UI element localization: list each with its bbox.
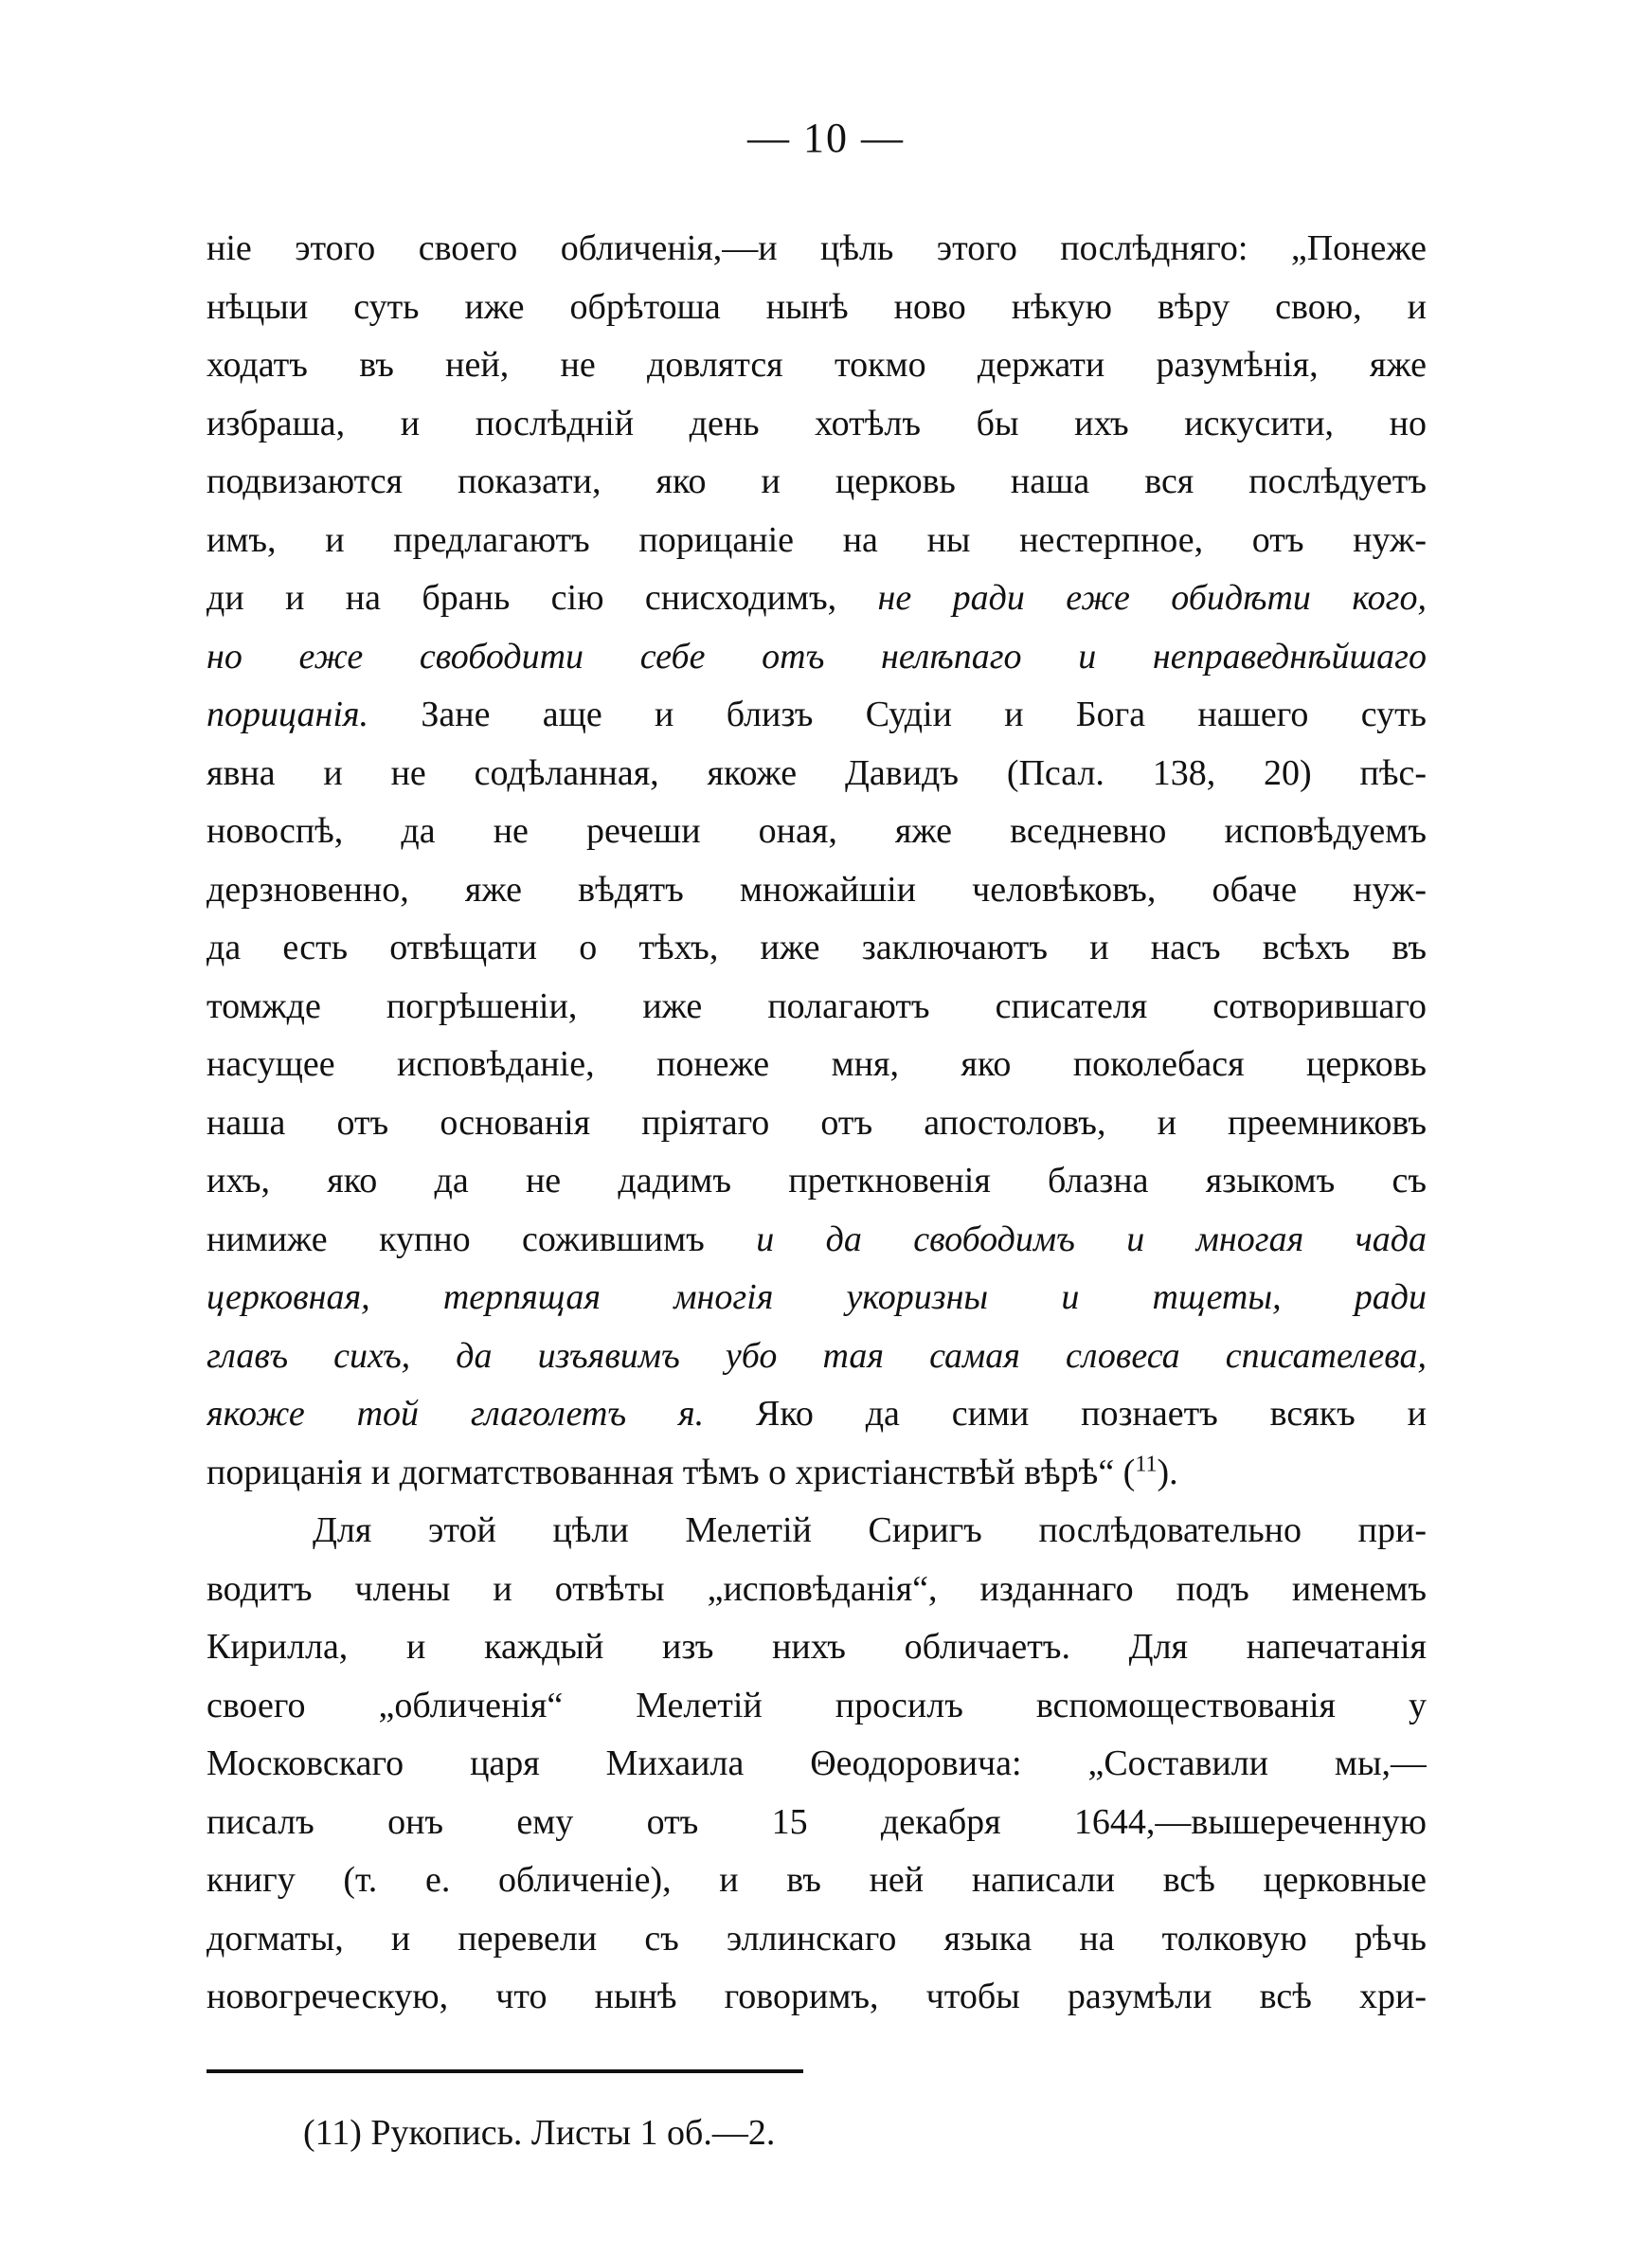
text-line-mixed: [206, 1211, 1427, 1270]
text-line-with-footnote-ref: [206, 1444, 1427, 1503]
text-line: Московскаго царя Михаила Θеодоровича: „Составили мы,—: [206, 1743, 1427, 1783]
text-line: избраша, и послѣдній день хотѣлъ бы ихъ искусити, но: [206, 403, 1427, 443]
text-run: Зане аще и близъ Судіи и Бога нашего суть: [421, 695, 1427, 734]
text-line: явна и не содѣланная, якоже Давидъ (Псал. 138, 20) пѣс-: [206, 752, 1427, 793]
text-line: имъ, и предлагаютъ порицаніе на ны нестерпное, отъ нуж-: [206, 519, 1427, 560]
text-line-mixed: [206, 569, 1427, 628]
text-line: своего „обличенія“ Мелетій просилъ вспомоществованія у: [206, 1685, 1427, 1725]
footnote: (11) Рукопись. Листы 1 об.—2.: [303, 2113, 776, 2153]
text-line: книгу (т. е. обличеніе), и въ ней написали всѣ церковные: [206, 1860, 1427, 1900]
text-line: томжде погрѣшеніи, иже полагаютъ списателя сотворившаго: [206, 985, 1427, 1026]
text-line: писалъ онъ ему отъ 15 декабря 1644,—вышереченную: [206, 1801, 1427, 1842]
text-line: Кирилла, и каждый изъ нихъ обличаетъ. Для напечатанія: [206, 1627, 1427, 1667]
text-line: догматы, и перевели съ эллинскаго языка на толковую рѣчь: [206, 1918, 1427, 1959]
paragraph-first-line: Для этой цѣли Мелетій Сиригъ послѣдовательно при-: [313, 1510, 1427, 1550]
page-number: — 10 —: [747, 115, 905, 161]
text-line-mixed: [206, 686, 1427, 745]
text-run: ди и на брань сію снисходимъ,: [206, 578, 837, 618]
text-line: ніе этого своего обличенія,—и цѣль этого послѣдняго: „Понеже: [206, 228, 1427, 268]
text-line: да есть отвѣщати о тѣхъ, иже заключаютъ и насъ всѣхъ въ: [206, 928, 1427, 967]
text-run: порицанія и догматствованная тѣмъ о христіанствѣй вѣрѣ“ (: [206, 1452, 1136, 1492]
italic-run: порицанія.: [206, 695, 369, 734]
footnote-reference[interactable]: 11: [1135, 1451, 1158, 1476]
text-line: наша отъ основанія пріятаго отъ апостоловъ, и преемниковъ: [206, 1102, 1427, 1143]
italic-run: и да свободимъ и многая чада: [756, 1219, 1427, 1259]
italic-run: не ради еже обидѣти кого,: [877, 578, 1427, 618]
text-line: новогреческую, что нынѣ говоримъ, чтобы разумѣли всѣ хри-: [206, 1977, 1427, 2016]
italic-run: якоже той глаголетъ я.: [206, 1394, 705, 1434]
footnote-divider: [206, 2069, 803, 2073]
text-line: нѣцыи суть иже обрѣтоша нынѣ ново нѣкую вѣру свою, и: [206, 286, 1427, 327]
text-line: новоспѣ, да не речеши оная, яже вседневно исповѣдуемъ: [206, 811, 1427, 851]
text-line: ихъ, яко да не дадимъ преткновенія блазна языкомъ съ: [206, 1161, 1427, 1201]
text-line: подвизаются показати, яко и церковь наша вся послѣдуетъ: [206, 461, 1427, 501]
text-run: нимиже купно сожившимъ: [206, 1219, 705, 1259]
text-run: Яко да сими познаетъ всякъ и: [756, 1394, 1427, 1434]
text-run: ).: [1157, 1452, 1178, 1492]
italic-line: церковная, терпящая многія укоризны и тщеты, ради: [206, 1277, 1427, 1317]
text-line-mixed: [206, 1385, 1427, 1444]
text-line: водитъ члены и отвѣты „исповѣданія“, изданнаго подъ именемъ: [206, 1568, 1427, 1609]
text-line: ходатъ въ ней, не довлятся токмо держати разумѣнія, яже: [206, 345, 1427, 385]
text-line: дерзновенно, яже вѣдятъ множайшіи человѣковъ, обаче нуж-: [206, 869, 1427, 910]
italic-line: главъ сихъ, да изъявимъ убо тая самая словеса списателева,: [206, 1335, 1427, 1376]
italic-line: но еже свободити себе отъ нелѣпаго и неправеднѣйшаго: [206, 636, 1427, 677]
text-line: насущее исповѣданіе, понеже мня, яко поколебася церковь: [206, 1044, 1427, 1084]
body-text: [206, 220, 1427, 2027]
